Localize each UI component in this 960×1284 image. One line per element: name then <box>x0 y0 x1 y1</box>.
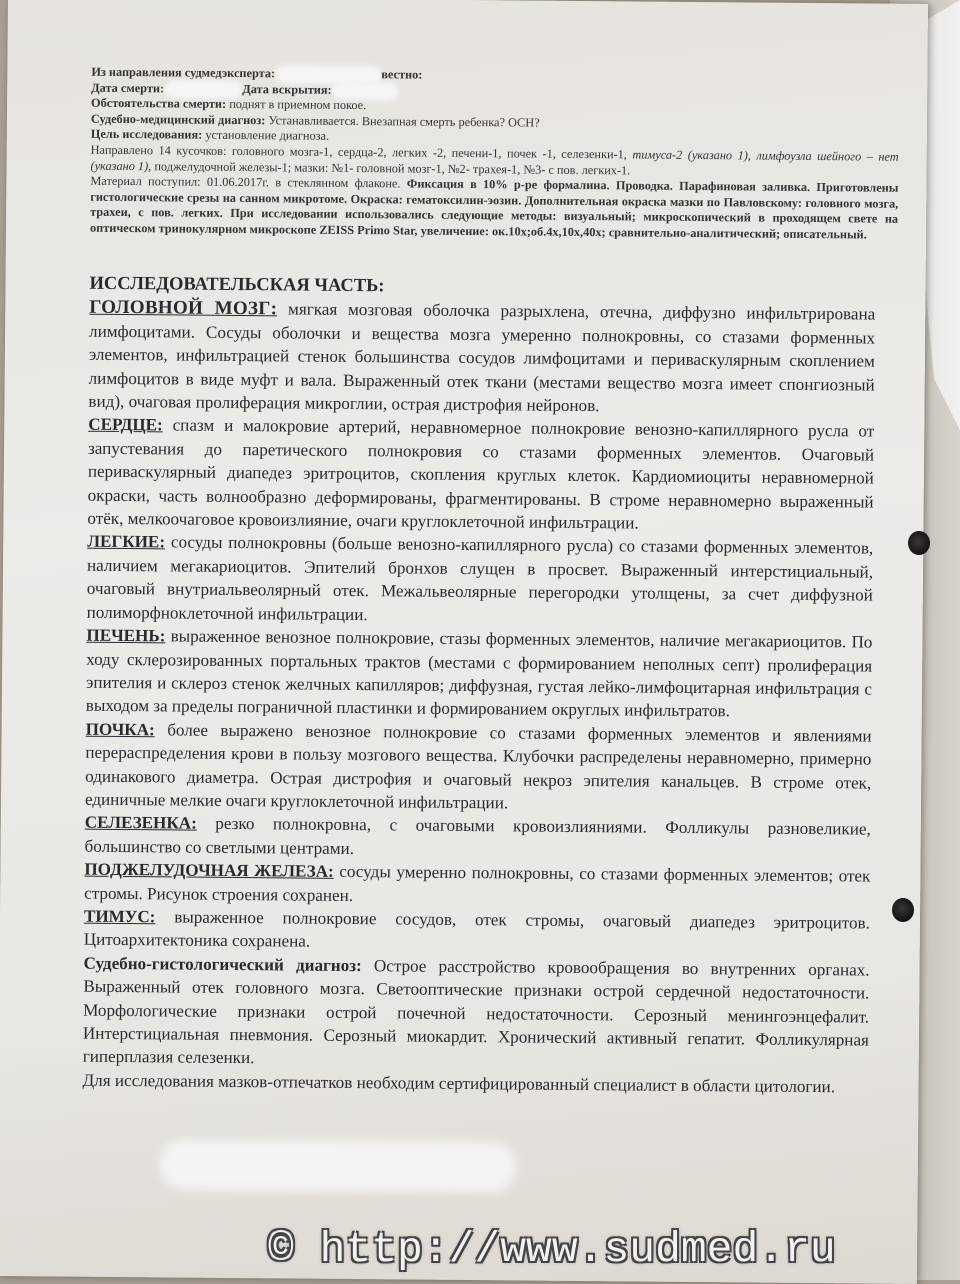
liver-text: выраженное венозное полнокровие, стазы форменных элементов, наличие мегакариоцитов. По ходу склерозированных портальных трактов (местами с формированием неполных септ) пролиферация эпителия и склероз стенок желчных капилляров; диффузная, густая лейко-лимфоцитарная инфильтрация с выходом за пределы пограничной пластинки и формированием округлых инфильтратов. <box>85 626 873 721</box>
referral-suffix: вестно: <box>381 67 423 82</box>
lungs-label: ЛЕГКИЕ: <box>87 532 166 552</box>
spleen-paragraph <box>84 811 870 865</box>
purpose-value: установление диагноза. <box>205 128 330 144</box>
spleen-text: резко полнокровна, с очаговыми кровоизлияниями. Фолликулы разновеликие, большинство со светлыми центрами. <box>84 814 871 858</box>
material-paragraph <box>90 174 899 243</box>
heart-text: спазм и малокровие артерий, неравномерное полнокровие венозно-капиллярного русла от запустевания до паретического полнокровия со стазами форменных элементов. Очаговый периваскулярный диапедез эритроцитов, скопления круглых клеток. Кардиомиоциты неравномерной окраски, часть волнообразно деформированы, фрагментированы. В строме неравномерно выраженный отёк, мелкоочаговое кровоизлияние, очаги круглоклеточной инфильтрации. <box>87 415 875 533</box>
fixation-text: Фиксация в 10% р-ре формалина. Проводка. Парафиновая заливка. <box>406 176 811 195</box>
pancreas-text: сосуды умеренно полнокровны, со стазами форменных элементов; отек стромы. Рисунок строения сохранен. <box>84 862 871 905</box>
autopsy-date-label: Дата вскрытия: <box>242 81 332 97</box>
circumstances-label: Обстоятельства смерти: <box>91 95 227 112</box>
heart-paragraph <box>87 413 874 537</box>
circumstances-value: поднят в приемном покое. <box>229 97 367 113</box>
redacted-region <box>335 85 395 98</box>
spleen-label: СЕЛЕЗЕНКА: <box>84 813 197 834</box>
liver-label: ПЕЧЕНЬ: <box>86 625 166 646</box>
closing-text: Для исследования мазков-отпечатков необходим сертифицированный специалист в области цитологии. <box>82 1070 836 1097</box>
thymus-text: выраженное полнокровие сосудов, отек стромы, очаговый диапедез эритроцитов. Цитоархитектоника сохранена. <box>83 907 871 952</box>
heart-label: СЕРДЦЕ: <box>88 415 163 435</box>
death-date-label: Дата смерти: <box>91 80 165 95</box>
methods-text: Приготовлены гистологические срезы на санном микротоме. Окраска: гематоксилин-эозин. Дополнительная окраска мазки по Павловскому: головного мозга, трахеи, с пов. легких. При исследовании использовались следующие методы: визуальный; микроскопический в проходящем свете на оптическом тринокулярном микроскопе ZEISS Primo Star, увеличение: ок.10х;об.4х,10х,40х; сравнительно-аналитический; описательный. <box>89 180 899 242</box>
purpose-label: Цель исследования: <box>90 127 203 143</box>
samples-text: Направлено 14 кусочков: головного мозга-1, сердца-2, легких -2, печени-1, почек -1, селезенки-1, <box>90 142 627 162</box>
brain-text: мягкая мозговая оболочка разрыхлена, отечна, диффузно инфильтрирована лимфоцитами. Сосуды оболочки и вещества мозга умеренно полнокровны, со стазами форменных элементов, инфильтрацией стенок большинства сосудов лимфоцитами и периваскулярным скоплением лимфоцитов в виде муфт и вала. Выраженный отек ткани (местами вещество мозга имеет спонгиозный вид), очаговая пролиферация микроглии, острая дистрофия нейронов. <box>88 299 876 416</box>
punch-hole <box>892 898 914 922</box>
thymus-label: ТИМУС: <box>83 906 156 927</box>
pancreas-label: ПОДЖЕЛУДОЧНАЯ ЖЕЛЕЗА: <box>84 859 334 882</box>
referral-label: Из направления судмедэксперта: <box>91 64 276 81</box>
redacted-region <box>278 69 378 82</box>
document-header <box>90 65 899 244</box>
lungs-paragraph <box>87 530 874 630</box>
forensic-diagnosis-value: Устанавливается. Внезапная смерть ребенка? ОСН? <box>268 113 540 130</box>
research-section <box>82 273 875 1099</box>
punch-hole <box>908 531 930 555</box>
samples-italic-text: тимуса-2 (указано 1), лимфоузла шейного – нет (указано 1), <box>90 147 899 173</box>
material-text: Материал поступил: 01.06.2017г. в стеклянном флаконе. <box>90 173 401 191</box>
histology-diagnosis-label: Судебно-гистологический диагноз: <box>83 953 362 975</box>
histology-diagnosis-paragraph <box>83 951 870 1075</box>
histology-diagnosis-text: Острое расстройство кровообращения во внутренних органах. Выраженный отек головного мозга. Светооптические признаки острой сердечной недостаточности. Морфологические признаки острой почечной недостаточности. Серозный менингоэнцефалит. Интерстициальная пневмония. Серозный миокардит. Хронический активный гепатит. Фолликулярная гиперплазия селезенки. <box>82 955 870 1068</box>
pancreas-paragraph <box>84 858 870 912</box>
kidney-text: более выражено венозное полнокровие со стазами форменных элементов и явлениями перераспределения крови в пользу мозгового вещества. Клубочки распределены неравномерно, примерно одинакового диаметра. Острая дистрофия и очаговый некроз эпителия канальцев. В строме отек, единичные мелкие очаги круглоклеточной инфильтрации. <box>84 720 872 813</box>
lungs-text: сосуды полнокровны (больше венозно-капиллярного русла) со стазами форменных элементов, наличием мегакариоцитов. Эпителий бронхов слущен в просвет. Выраженный интерстициальный, очаговый внутриальвеолярный отек. Межальвеолярные перегородки утолщены, за счет диффузной полиморфноклеточной инфильтрации. <box>86 532 874 624</box>
thymus-paragraph <box>84 905 870 959</box>
samples-text-2: поджелудочной железы-1; мазки: №1- головной мозг-1, №2- трахея-1, №3- с пов. легких-1. <box>154 158 631 177</box>
forensic-diagnosis-label: Судебно-медицинский диагноз: <box>90 111 266 128</box>
kidney-paragraph <box>85 717 872 817</box>
section-title: ИССЛЕДОВАТЕЛЬСКАЯ ЧАСТЬ: <box>89 273 385 297</box>
brain-paragraph <box>88 296 875 420</box>
brain-label: ГОЛОВНОЙ МОЗГ: <box>89 297 278 320</box>
liver-paragraph <box>86 624 873 724</box>
redacted-region <box>168 1147 508 1184</box>
site-watermark: © http://www.sudmed.ru <box>268 1225 836 1274</box>
redacted-region <box>167 83 239 96</box>
kidney-label: ПОЧКА: <box>85 719 155 740</box>
